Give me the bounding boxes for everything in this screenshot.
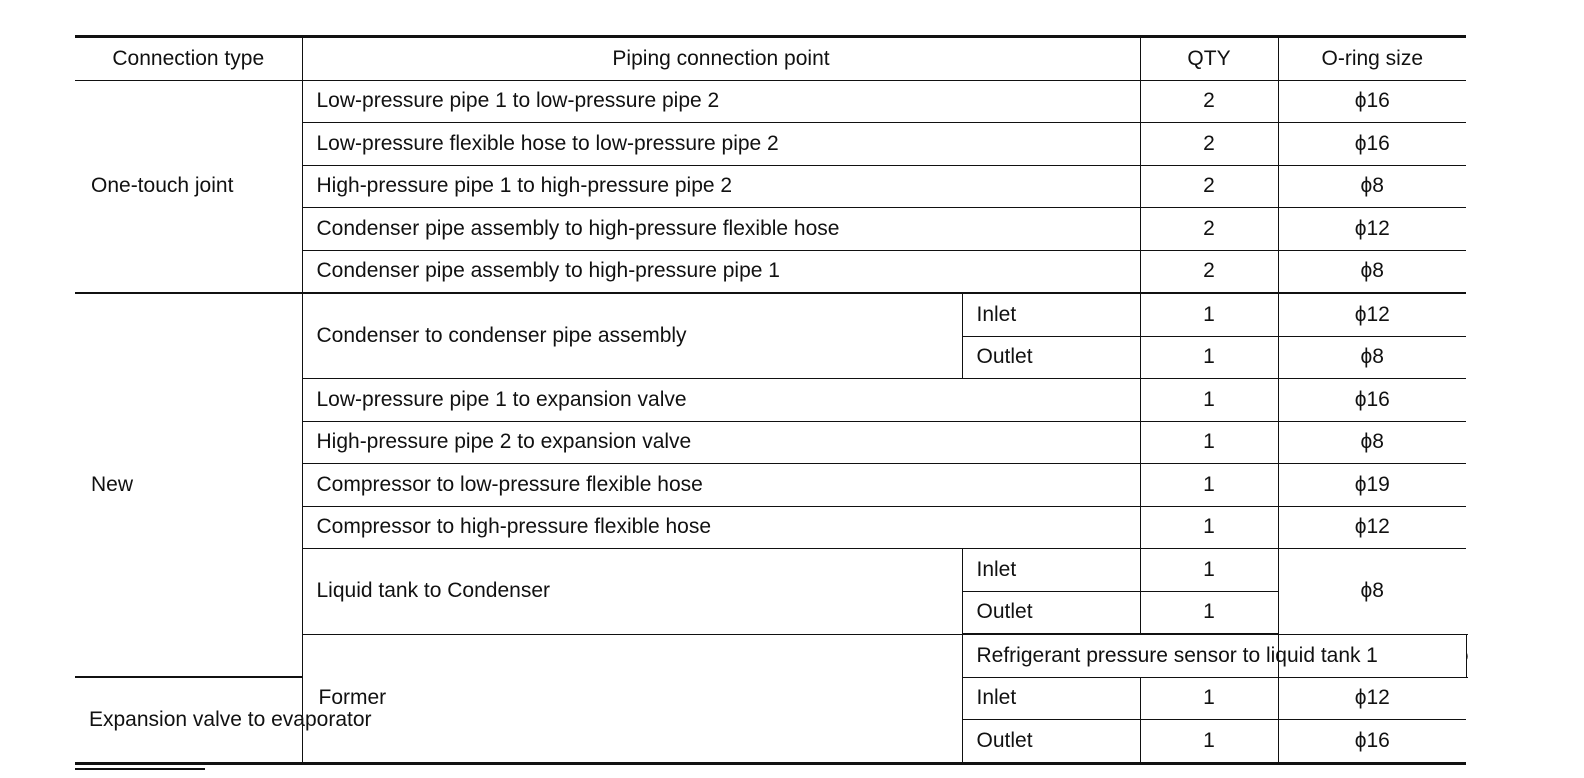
piping-point-cell: Expansion valve to evaporator [75, 677, 302, 763]
qty-cell: 2 [1140, 80, 1278, 123]
group-former: Former [302, 634, 962, 763]
piping-point-cell: Compressor to low-pressure flexible hose [302, 464, 1140, 507]
oring-cell: ϕ16 [1278, 80, 1466, 123]
table-row [75, 80, 1468, 123]
oring-cell: ϕ8 [1278, 336, 1466, 379]
oring-cell: ϕ12 [1278, 677, 1466, 720]
qty-cell: 1 [1140, 379, 1278, 422]
piping-point-cell: Low-pressure pipe 1 to low-pressure pipe 2 [302, 80, 1140, 123]
sub-point-cell: Outlet [962, 591, 1140, 634]
piping-point-cell: Refrigerant pressure sensor to liquid tank [962, 634, 1278, 677]
piping-point-cell: Compressor to high-pressure flexible hose [302, 506, 1140, 549]
oring-cell: ϕ19 [1278, 464, 1466, 507]
qty-cell: 1 [1140, 506, 1278, 549]
qty-cell: 1 [1140, 677, 1278, 720]
qty-cell: 1 [1140, 591, 1278, 634]
group-new: New [75, 293, 302, 677]
piping-point-cell: Liquid tank to Condenser [302, 549, 962, 635]
qty-cell: 1 [1278, 634, 1466, 677]
qty-cell: 2 [1140, 123, 1278, 166]
table-row [75, 293, 1468, 336]
sub-point-cell: Outlet [962, 720, 1140, 764]
qty-cell: 1 [1140, 293, 1278, 336]
qty-cell: 1 [1140, 336, 1278, 379]
sub-point-cell: Inlet [962, 549, 1140, 592]
qty-cell: 2 [1140, 165, 1278, 208]
header-oring-size: O-ring size [1278, 37, 1466, 81]
piping-point-cell: Condenser pipe assembly to high-pressure flexible hose [302, 208, 1140, 251]
qty-cell: 1 [1140, 549, 1278, 592]
piping-point-cell: Condenser pipe assembly to high-pressure pipe 1 [302, 250, 1140, 293]
group-one-touch-joint: One-touch joint [75, 80, 302, 293]
piping-point-cell: High-pressure pipe 2 to expansion valve [302, 421, 1140, 464]
piping-point-cell: Low-pressure pipe 1 to expansion valve [302, 379, 1140, 422]
header-qty: QTY [1140, 37, 1278, 81]
header-piping-connection-point: Piping connection point [302, 37, 1140, 81]
oring-cell: ϕ8 [1278, 549, 1466, 635]
oring-cell: ϕ16 [1278, 720, 1466, 764]
qty-cell: 2 [1140, 208, 1278, 251]
o-ring-size-table [75, 35, 1468, 765]
oring-cell: ϕ12 [1278, 506, 1466, 549]
oring-cell: ϕ12 [1278, 208, 1466, 251]
oring-cell: ϕ16 [1278, 379, 1466, 422]
oring-cell: ϕ8 [1278, 165, 1466, 208]
qty-cell: 1 [1140, 720, 1278, 764]
qty-cell: 2 [1140, 250, 1278, 293]
piping-point-cell: High-pressure pipe 1 to high-pressure pipe 2 [302, 165, 1140, 208]
sub-point-cell: Inlet [962, 293, 1140, 336]
oring-cell: ϕ16 [1278, 123, 1466, 166]
sub-point-cell: Inlet [962, 677, 1140, 720]
qty-cell: 1 [1140, 421, 1278, 464]
piping-point-cell: Low-pressure flexible hose to low-pressure pipe 2 [302, 123, 1140, 166]
table-header-row [75, 37, 1468, 81]
qty-cell: 1 [1140, 464, 1278, 507]
piping-point-cell: Condenser to condenser pipe assembly [302, 293, 962, 379]
sub-point-cell: Outlet [962, 336, 1140, 379]
oring-cell: ϕ8 [1278, 250, 1466, 293]
header-connection-type: Connection type [75, 37, 302, 81]
oring-cell: ϕ8 [1278, 421, 1466, 464]
oring-cell [1466, 634, 1468, 677]
footer-rule [75, 768, 205, 770]
oring-cell: ϕ12 [1278, 293, 1466, 336]
